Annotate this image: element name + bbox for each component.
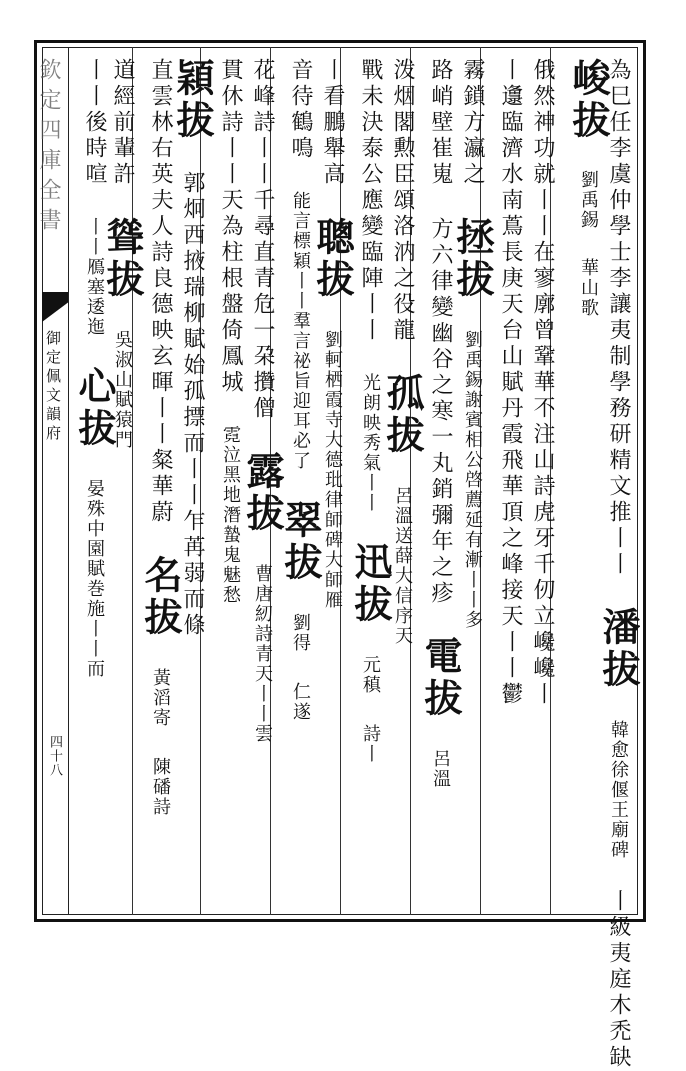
text-column-1b: 峻拔 劉禹錫 華山歌: [566, 58, 611, 318]
text-column-6: 泼烟閣勲臣頌洛汭之役龍 孤拔 呂溫送薛大信序天: [380, 58, 425, 646]
text-column-13: 直雲林右英夫人詩良德映玄暉丨丨粲華蔚 名拔 黃滔寄 陳磻詩: [138, 58, 183, 817]
text-column-8: 丨看鵬舉高 聰拔 劉軻栖霞寺大德玭律師碑大師雁: [310, 58, 355, 610]
margin-band-divider: [68, 47, 69, 915]
text-column-9: 音待鶴鳴 能言標穎丨丨羣言祕旨迎耳必了 翠拔 劉得 仁遂: [278, 58, 323, 722]
text-column-15: 丨丨後時喧 丨丨鴈塞逶迤 心拔 晏殊中園賦巻施丨丨而: [72, 58, 117, 679]
text-column-11: 貫休詩丨丨天為柱根盤倚鳳城 霓泣黑地潛蟄鬼魅愁: [218, 58, 243, 605]
margin-series-title: 欽定四庫全書: [36, 58, 61, 238]
text-column-1: 為巳任李虞仲學士李讓夷制學務研精文推丨丨 潘拔 韓愈徐偃王廟碑 丨級夷庭木禿缺: [596, 58, 641, 1071]
text-column-3: 丨邍臨濟水南蔦長庚天台山賦丹霞飛華頂之峰接天丨丨鬱: [498, 58, 523, 708]
text-column-2: 俄然神功就丨丨在寥廓曾鞏華不注山詩虎牙千仞立巉巉丨: [530, 58, 555, 708]
text-column-5: 路峭壁崔嵬 方六律變幽谷之寒一丸銷彌年之疹 電拔 呂溫: [418, 58, 463, 789]
text-column-7: 戰未決泰公應變臨陣丨丨 光朗映秀氣丨丨 迅拔 元稹 詩丨: [348, 58, 393, 764]
text-column-4: 霧鎖方瀛之 拯拔 劉禹錫謝賓相公啓薦延有漸丨丨多: [450, 58, 495, 630]
text-column-10: 花峰詩丨丨千尋直青危一朶攢僧 露拔 曹唐紉詩青天丨丨雲: [240, 58, 285, 744]
text-column-12: 穎拔 郭炯西掖瑞柳賦始孤摽而丨丨乍苒弱而條: [170, 58, 215, 639]
text-column-14: 道經前輩許 聳拔 吳淑山賦猿門: [100, 58, 145, 450]
margin-page-number: 四十八: [47, 735, 62, 777]
margin-book-title: 御定佩文韻府: [44, 330, 62, 444]
